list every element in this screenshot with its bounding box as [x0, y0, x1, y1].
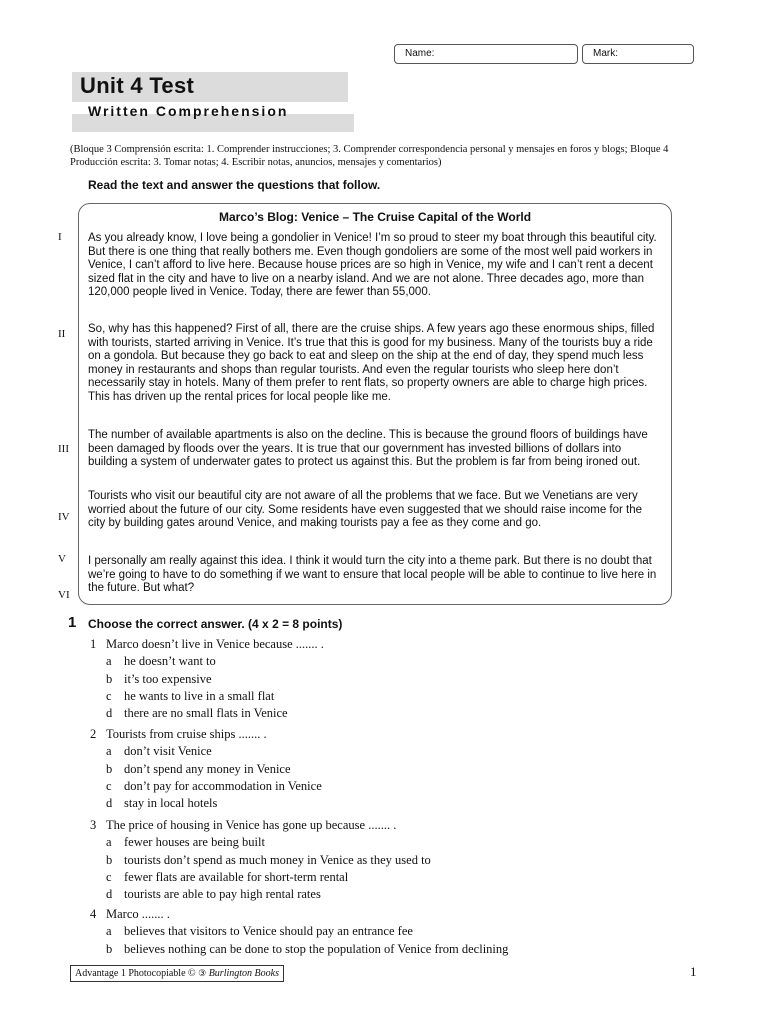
- footer-text: Advantage 1 Photocopiable ©: [75, 968, 196, 979]
- option-text: he wants to live in a small flat: [124, 688, 275, 703]
- paragraph-marker: VI: [58, 589, 70, 601]
- paragraph-marker: III: [58, 443, 69, 455]
- option-letter: b: [106, 852, 113, 867]
- answer-option[interactable]: [106, 762, 291, 777]
- answer-option[interactable]: [106, 672, 212, 687]
- instruction-text: Read the text and answer the questions that follow.: [88, 178, 381, 192]
- question-text: Tourists from cruise ships ....... .: [106, 727, 267, 741]
- option-text: tourists are able to pay high rental rates: [124, 887, 321, 902]
- question-stem: [90, 907, 170, 922]
- question-number: 4: [90, 907, 97, 921]
- exercise-number: 1: [68, 614, 77, 631]
- option-letter: b: [106, 761, 113, 776]
- answer-option[interactable]: [106, 887, 321, 902]
- option-letter: a: [106, 654, 112, 669]
- question-number: 2: [90, 727, 97, 741]
- answer-option[interactable]: [106, 924, 413, 939]
- answer-option[interactable]: [106, 870, 348, 885]
- option-text: stay in local hotels: [124, 796, 218, 811]
- answer-option[interactable]: [106, 853, 431, 868]
- option-letter: b: [106, 941, 113, 956]
- footer-credit: [70, 965, 284, 982]
- option-text: he doesn’t want to: [124, 654, 216, 669]
- option-letter: c: [106, 778, 112, 793]
- publisher-logo-icon: ③: [198, 968, 207, 978]
- question-text: Marco doesn’t live in Venice because ....... .: [106, 637, 324, 651]
- blog-paragraph: So, why has this happened? First of all, there are the cruise ships. A few years ago these enormous ships, filled with tourists, started arriving in Venice. It’s true that this is good for my business. Many of the tourists buy a ride on a gondola. But because they go back to eat and sleep on the ship at the end of day, they spend much less money in restaurants and shops than regular tourists. And even the regular tourists who sleep here don’t necessarily stay in hotels. Many of them prefer to rent flats, so property owners are able to charge high prices. This has driven up the rental prices for local people like me.: [88, 323, 655, 403]
- option-text: fewer houses are being built: [124, 835, 265, 850]
- question-number: 1: [90, 637, 97, 651]
- name-field[interactable]: [394, 44, 578, 64]
- paragraph-marker: V: [58, 553, 66, 565]
- option-letter: d: [106, 887, 113, 902]
- question-stem: [90, 727, 267, 742]
- option-text: believes nothing can be done to stop the population of Venice from declining: [124, 941, 509, 956]
- option-text: don’t visit Venice: [124, 744, 212, 759]
- page-number: 1: [690, 964, 697, 979]
- mark-label: Mark:: [593, 48, 618, 59]
- curriculum-note: (Bloque 3 Comprensión escrita: 1. Comprender instrucciones; 3. Comprender correspondencia personal y mensajes en foros y blogs; Bloque 4 Producción escrita: 3. Tomar notas; 4. Escribir notas, anuncios, mensajes y comentarios): [70, 144, 669, 168]
- name-label: Name:: [405, 48, 435, 59]
- blog-paragraph: As you already know, I love being a gondolier in Venice! I’m so proud to steer my boat through this beautiful city. But there is one thing that really bothers me. Even though gondoliers are some of the most well paid workers in Venice, I can’t afford to live here. Because house prices are so high in Venice, my wife and I can’t rent a decent sized flat in the city and have to live on a nearby island. And we are not alone. Three decades ago, more than 120,000 people lived in Venice. Today, there are fewer than 55,000.: [88, 232, 657, 299]
- option-letter: d: [106, 706, 113, 721]
- answer-option[interactable]: [106, 744, 212, 759]
- option-letter: b: [106, 671, 113, 686]
- option-letter: d: [106, 796, 113, 811]
- answer-option[interactable]: [106, 796, 217, 811]
- page-subtitle: Written Comprehension: [88, 103, 289, 119]
- paragraph-marker: II: [58, 328, 66, 340]
- option-text: fewer flats are available for short-term rental: [124, 869, 349, 884]
- option-text: don’t spend any money in Venice: [124, 761, 291, 776]
- exercise-title: Choose the correct answer. (4 x 2 = 8 points): [88, 617, 343, 631]
- option-letter: a: [106, 924, 112, 939]
- answer-option[interactable]: [106, 654, 216, 669]
- question-text: Marco ....... .: [106, 907, 170, 921]
- option-letter: a: [106, 835, 112, 850]
- option-text: believes that visitors to Venice should pay an entrance fee: [124, 924, 413, 939]
- paragraph-marker: IV: [58, 511, 70, 523]
- option-text: it’s too expensive: [124, 671, 212, 686]
- blog-title: Marco’s Blog: Venice – The Cruise Capital of the World: [218, 210, 532, 224]
- option-text: don’t pay for accommodation in Venice: [124, 778, 322, 793]
- answer-option[interactable]: [106, 835, 265, 850]
- option-letter: c: [106, 688, 112, 703]
- mark-field[interactable]: [582, 44, 694, 64]
- option-letter: a: [106, 744, 112, 759]
- question-stem: [90, 818, 396, 833]
- blog-paragraph: Tourists who visit our beautiful city are not aware of all the problems that we face. But we Venetians are very worried about the future of our city. Some residents have even suggested that we should raise income for the city by building gates around Venice, and making tourists pay a fee as they come and go.: [88, 490, 643, 530]
- blog-paragraph: I personally am really against this idea. I think it would turn the city into a theme park. But there is no doubt that we’re going to have to do something if we want to ensure that local people will be able to continue to live here in the future. But what?: [88, 555, 657, 595]
- answer-option[interactable]: [106, 942, 508, 957]
- question-stem: [90, 637, 324, 652]
- option-letter: c: [106, 869, 112, 884]
- page-title: Unit 4 Test: [80, 73, 195, 98]
- question-text: The price of housing in Venice has gone up because ....... .: [106, 818, 397, 832]
- blog-paragraph: The number of available apartments is also on the decline. This is because the ground floors of buildings have been damaged by floods over the years. It is true that our government has invested billions of dollars into building a system of underwater gates to protect us against this. But the problem is far from being ironed out.: [88, 429, 648, 469]
- answer-option[interactable]: [106, 706, 288, 721]
- option-text: there are no small flats in Venice: [124, 706, 288, 721]
- paragraph-marker: I: [58, 231, 62, 243]
- answer-option[interactable]: [106, 779, 322, 794]
- option-text: tourists don’t spend as much money in Venice as they used to: [124, 852, 431, 867]
- question-number: 3: [90, 818, 97, 832]
- publisher-name: Burlington Books: [208, 968, 279, 979]
- answer-option[interactable]: [106, 689, 274, 704]
